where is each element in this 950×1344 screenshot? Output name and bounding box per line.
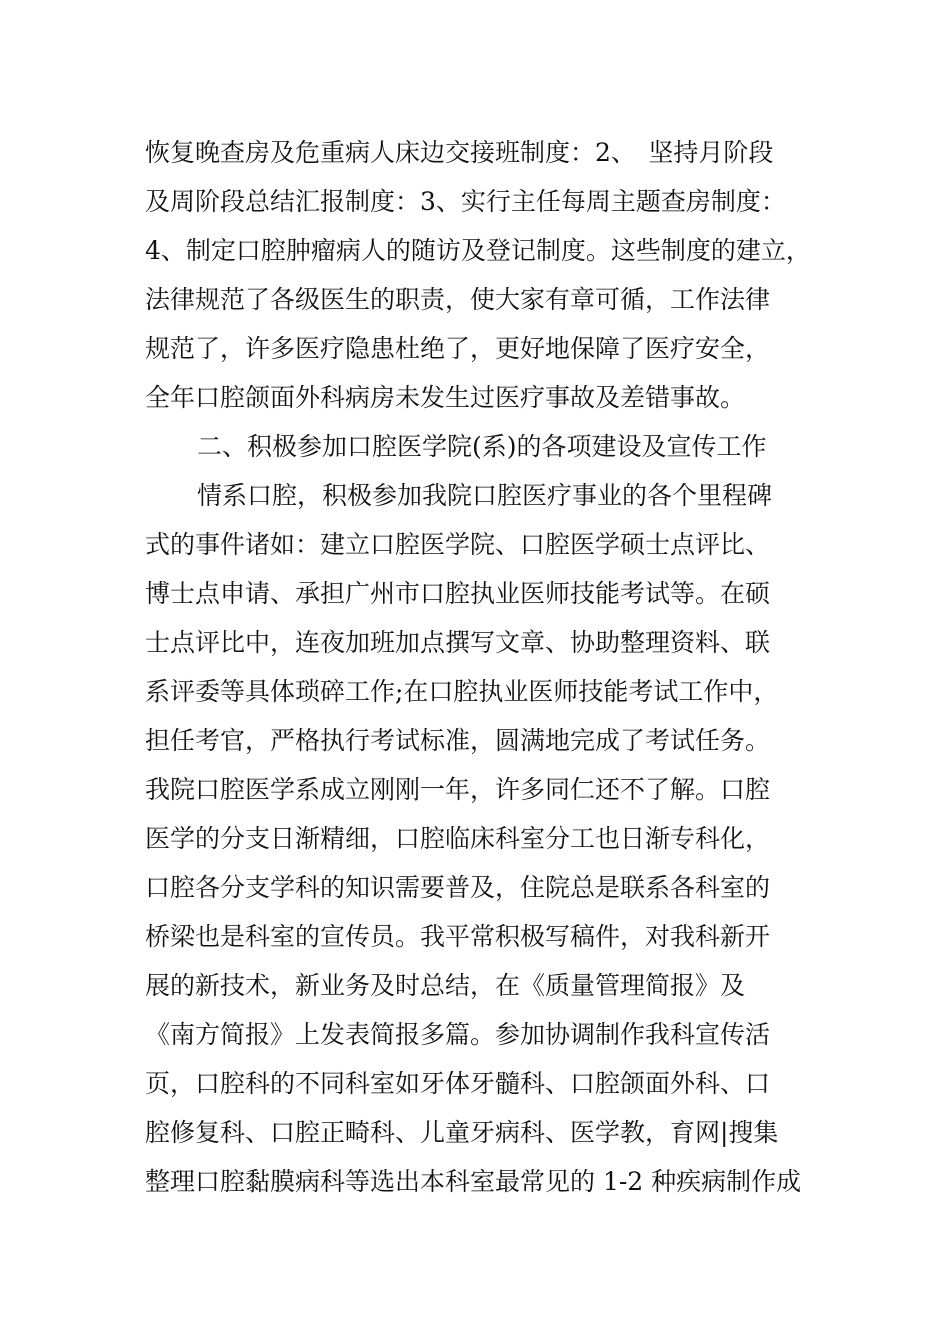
- text-line: 规范了，许多医疗隐患杜绝了，更好地保障了医疗安全，: [145, 334, 771, 363]
- text-line: 恢复晚查房及危重病人床边交接班制度：2、 坚持月阶段: [145, 138, 774, 167]
- text-line: 博士点申请、承担广州市口腔执业医师技能考试等。在硕: [145, 579, 771, 608]
- text-line: 《南方简报》上发表简报多篇。参加协调制作我科宣传活: [145, 1020, 771, 1049]
- text-line: 全年口腔颌面外科病房未发生过医疗事故及差错事故。: [145, 383, 746, 412]
- text-line: 士点评比中，连夜加班加点撰写文章、协助整理资料、联: [145, 628, 771, 657]
- text-line: 及周阶段总结汇报制度：3、实行主任每周主题查房制度：: [145, 187, 786, 216]
- text-line: 展的新技术，新业务及时总结，在《质量管理简报》及: [145, 971, 746, 1000]
- document-body: [145, 128, 825, 1206]
- text-line: 页，口腔科的不同科室如牙体牙髓科、口腔颌面外科、口: [145, 1069, 771, 1098]
- text-line: 系评委等具体琐碎工作;在口腔执业医师技能考试工作中，: [145, 677, 779, 706]
- text-line: 情系口腔，积极参加我院口腔医疗事业的各个里程碑: [197, 481, 773, 510]
- text-line: 法律规范了各级医生的职责，使大家有章可循，工作法律: [145, 285, 771, 314]
- text-line: 担任考官，严格执行考试标准，圆满地完成了考试任务。: [145, 726, 771, 755]
- text-line: 整理口腔黏膜病科等选出本科室最常见的 1-2 种疾病制作成: [145, 1167, 802, 1196]
- text-line: 我院口腔医学系成立刚刚一年，许多同仁还不了解。口腔: [145, 775, 771, 804]
- text-line: 4、制定口腔肿瘤病人的随访及登记制度。这些制度的建立，: [145, 236, 811, 265]
- text-line: 医学的分支日渐精细，口腔临床科室分工也日渐专科化，: [145, 824, 771, 853]
- text-line: 式的事件诸如：建立口腔医学院、口腔医学硕士点评比、: [145, 530, 771, 559]
- section-heading: 二、积极参加口腔医学院(系)的各项建设及宣传工作: [197, 432, 767, 461]
- text-line: 腔修复科、口腔正畸科、儿童牙病科、医学教，育网|搜集: [145, 1118, 779, 1147]
- text-line: 口腔各分支学科的知识需要普及，住院总是联系各科室的: [145, 873, 771, 902]
- text-line: 桥梁也是科室的宣传员。我平常积极写稿件，对我科新开: [145, 922, 771, 951]
